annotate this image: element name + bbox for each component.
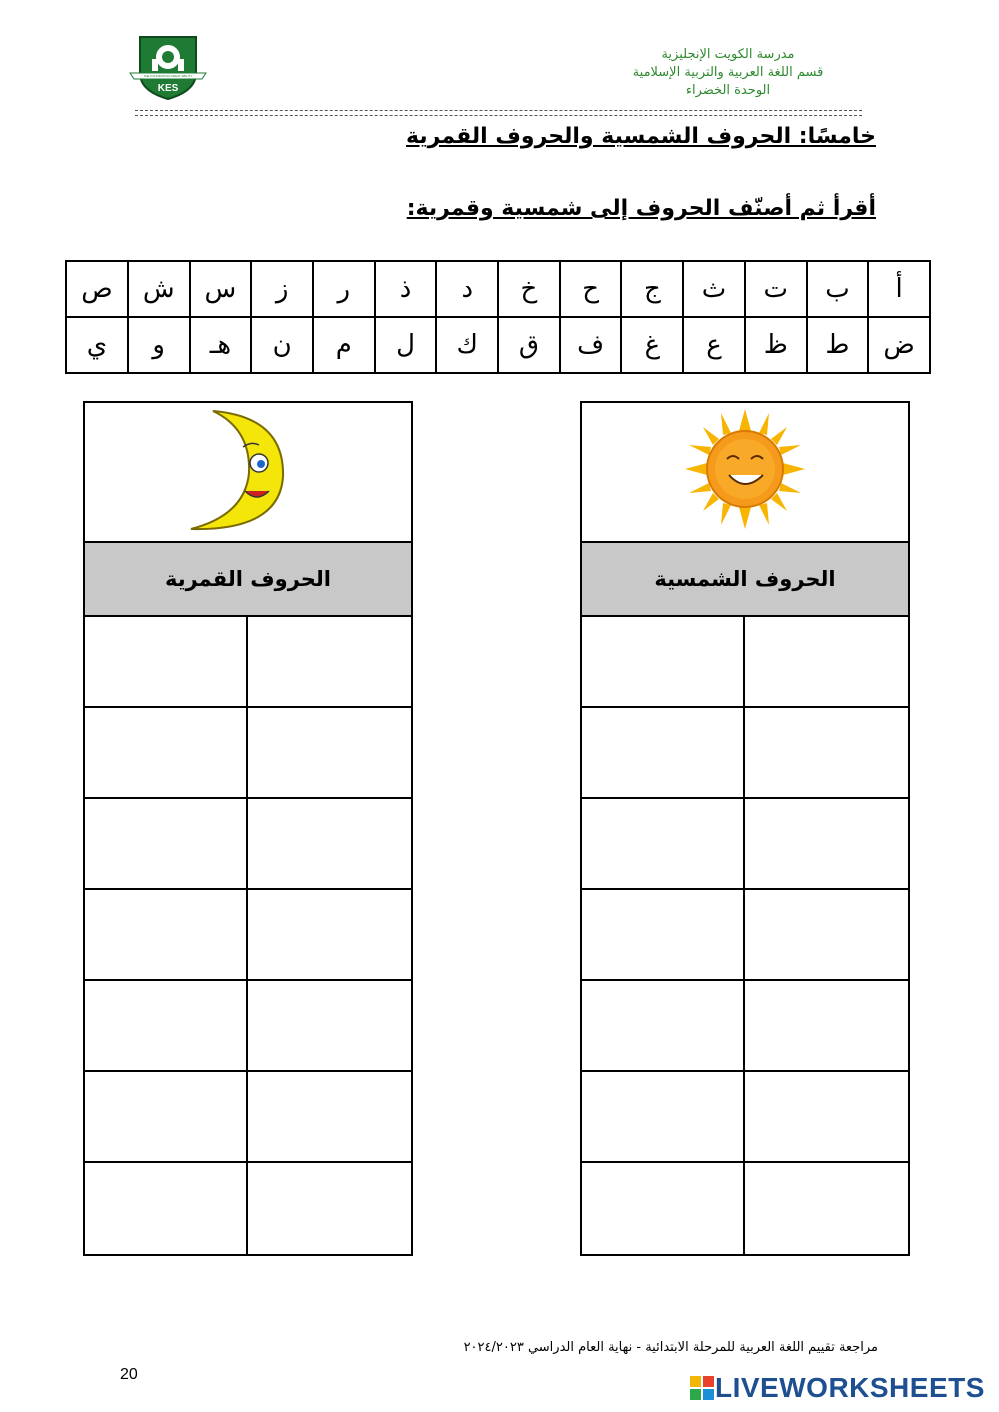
sun-answer-cell[interactable]	[582, 799, 745, 890]
school-info	[578, 46, 878, 100]
letter-cell[interactable]: ض	[868, 317, 930, 373]
letter-cell[interactable]: س	[190, 261, 252, 317]
instruction: أقرأ ثم أصنّف الحروف إلى شمسية وقمرية:	[406, 196, 876, 221]
letters-row-1	[66, 261, 930, 317]
sun-answer-cell[interactable]	[582, 1072, 745, 1163]
letter-cell[interactable]: خ	[498, 261, 560, 317]
letter-cell[interactable]: ت	[745, 261, 807, 317]
moon-answer-cell[interactable]	[248, 890, 411, 981]
sun-box-title: الحروف الشمسية	[582, 543, 908, 617]
sun-answer-cell[interactable]	[745, 1163, 908, 1254]
letter-cell[interactable]: ك	[436, 317, 498, 373]
sun-answer-cell[interactable]	[745, 708, 908, 799]
letter-cell[interactable]: ظ	[745, 317, 807, 373]
letter-cell[interactable]: ق	[498, 317, 560, 373]
sun-icon	[685, 409, 805, 529]
letter-cell[interactable]: ث	[683, 261, 745, 317]
letter-cell[interactable]: ش	[128, 261, 190, 317]
letters-table	[65, 260, 931, 374]
sun-answer-cell[interactable]	[582, 1163, 745, 1254]
letter-cell[interactable]: ف	[560, 317, 622, 373]
letter-cell[interactable]: ح	[560, 261, 622, 317]
sun-answer-cell[interactable]	[582, 890, 745, 981]
letter-cell[interactable]: ر	[313, 261, 375, 317]
letter-cell[interactable]: د	[436, 261, 498, 317]
letter-cell[interactable]: ج	[621, 261, 683, 317]
sun-answer-cell[interactable]	[745, 890, 908, 981]
sun-answer-cell[interactable]	[745, 617, 908, 708]
letter-cell[interactable]: ي	[66, 317, 128, 373]
moon-icon	[185, 407, 295, 535]
letter-cell[interactable]: ل	[375, 317, 437, 373]
moon-answer-cell[interactable]	[85, 799, 248, 890]
moon-answer-grid	[85, 617, 411, 1254]
moon-answer-cell[interactable]	[248, 799, 411, 890]
sun-answer-cell[interactable]	[745, 981, 908, 1072]
letter-cell[interactable]: ع	[683, 317, 745, 373]
brand-name: LIVEWORKSHEETS	[715, 1372, 985, 1403]
sun-letters-box	[580, 401, 910, 1256]
section-title: خامسًا: الحروف الشمسية والحروف القمرية	[406, 124, 876, 149]
letter-cell[interactable]: م	[313, 317, 375, 373]
letter-cell[interactable]: ب	[807, 261, 869, 317]
letter-cell[interactable]: ز	[251, 261, 313, 317]
moon-answer-cell[interactable]	[85, 890, 248, 981]
moon-answer-cell[interactable]	[85, 1163, 248, 1254]
school-name: مدرسة الكويت الإنجليزية	[661, 47, 795, 62]
moon-answer-cell[interactable]	[248, 1163, 411, 1254]
header-separator	[135, 110, 862, 116]
letter-cell[interactable]: هـ	[190, 317, 252, 373]
letter-cell[interactable]: ن	[251, 317, 313, 373]
letter-cell[interactable]: غ	[621, 317, 683, 373]
moon-answer-cell[interactable]	[248, 708, 411, 799]
moon-picture	[85, 403, 411, 543]
department-name: قسم اللغة العربية والتربية الإسلامية	[632, 65, 824, 80]
sun-answer-cell[interactable]	[582, 617, 745, 708]
logo-motto: THE FOUNDATION GREAT ABILITY	[143, 74, 193, 78]
moon-answer-cell[interactable]	[248, 981, 411, 1072]
sun-answer-cell[interactable]	[582, 708, 745, 799]
unit-name: الوحدة الخضراء	[685, 83, 771, 98]
moon-answer-cell[interactable]	[85, 981, 248, 1072]
letter-cell[interactable]: و	[128, 317, 190, 373]
sun-answer-cell[interactable]	[745, 799, 908, 890]
sun-answer-cell[interactable]	[582, 981, 745, 1072]
letters-row-2	[66, 317, 930, 373]
liveworksheets-brand[interactable]	[689, 1372, 985, 1404]
footer-text: مراجعة تقييم اللغة العربية للمرحلة الابتدائية - نهاية العام الدراسي ٢٠٢٤/٢٠٢٣	[463, 1340, 878, 1355]
letter-cell[interactable]: أ	[868, 261, 930, 317]
moon-answer-cell[interactable]	[248, 617, 411, 708]
page-number: 20	[120, 1366, 138, 1383]
moon-answer-cell[interactable]	[248, 1072, 411, 1163]
school-logo	[128, 33, 208, 103]
liveworksheets-logo-icon	[689, 1375, 715, 1401]
letter-cell[interactable]: ص	[66, 261, 128, 317]
moon-answer-cell[interactable]	[85, 708, 248, 799]
moon-letters-box	[83, 401, 413, 1256]
sun-picture	[582, 403, 908, 543]
moon-box-title: الحروف القمرية	[85, 543, 411, 617]
sun-answer-grid	[582, 617, 908, 1254]
logo-text: KES	[157, 83, 179, 94]
moon-answer-cell[interactable]	[85, 1072, 248, 1163]
letter-cell[interactable]: ط	[807, 317, 869, 373]
letter-cell[interactable]: ذ	[375, 261, 437, 317]
moon-answer-cell[interactable]	[85, 617, 248, 708]
sun-answer-cell[interactable]	[745, 1072, 908, 1163]
